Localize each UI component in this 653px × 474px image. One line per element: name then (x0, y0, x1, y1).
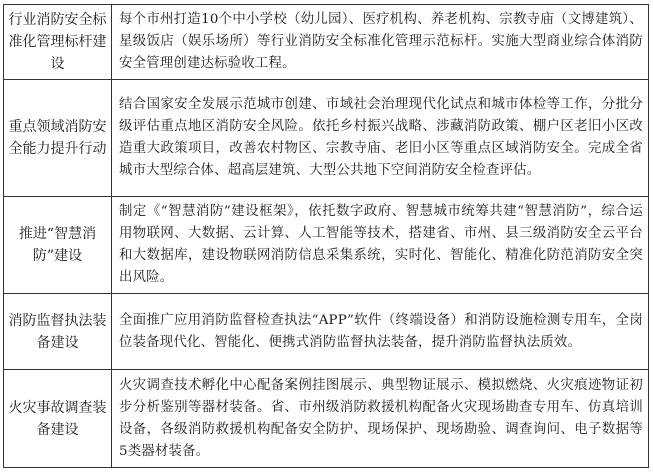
category-label: 消防监督执法装备建设 (8, 312, 107, 351)
table-row (4, 294, 649, 370)
category-label: 重点领域消防安全能力提升行动 (8, 119, 107, 157)
table-row (4, 5, 649, 80)
description-cell: 制定《“智慧消防”建设框架》，依托数字政府、智慧城市统筹共建“智慧消防”，综合运用物联网、大数据、云计算、人工智能等技术，搭建省、市州、县三级消防安全云平台和大数据库，建设物联网消防信息采集系统，实时化、智能化、精准化防范消防安全突出风险。 (112, 197, 649, 294)
table-row (4, 197, 649, 294)
description-cell: 火灾调查技术孵化中心配备案例挂图展示、典型物证展示、模拟燃烧、火灾痕迹物证初步分析鉴别等器材装备。省、市州级消防救援机构配备火灾现场勘查专用车、仿真培训设备，各级消防救援机构配备安全防护、现场保护、现场勘验、调查询问、电子数据等5类器材装备。 (112, 370, 649, 468)
category-cell (4, 370, 112, 468)
description-cell: 结合国家安全发展示范城市创建、市域社会治理现代化试点和城市体检等工作，分批分级评估重点地区消防安全风险。依托乡村振兴战略、涉藏消防政策、棚户区老旧小区改造重大政策项目，改善农村物区、宗教寺庙、老旧小区等重点区域消防安全。完成全省城市大型综合体、超高层建筑、大型公共地下空间消防安全检查评估。 (112, 80, 649, 197)
category-cell (4, 5, 112, 80)
category-label: 推进“智慧消防”建设 (18, 226, 97, 264)
table-row (4, 80, 649, 197)
category-cell (4, 294, 112, 370)
category-cell (4, 80, 112, 197)
category-label: 行业消防安全标准化管理标杆建设 (8, 12, 107, 72)
category-cell (4, 197, 112, 294)
table-row (4, 370, 649, 468)
measures-table (3, 4, 649, 468)
description-cell: 全面推广应用消防监督检查执法“APP”软件（终端设备）和消防设施检测专用车，全岗位装备现代化、智能化、便携式消防监督执法装备，提升消防监督执法质效。 (112, 294, 649, 370)
description-cell: 每个市州打造10个中小学校（幼儿园）、医疗机构、养老机构、宗教寺庙（文博建筑）、星级饭店（娱乐场所）等行业消防安全标准化管理示范标杆。实施大型商业综合体消防安全管理创建达标验收工程。 (112, 5, 649, 80)
category-label: 火灾事故调查装备建设 (8, 399, 107, 438)
